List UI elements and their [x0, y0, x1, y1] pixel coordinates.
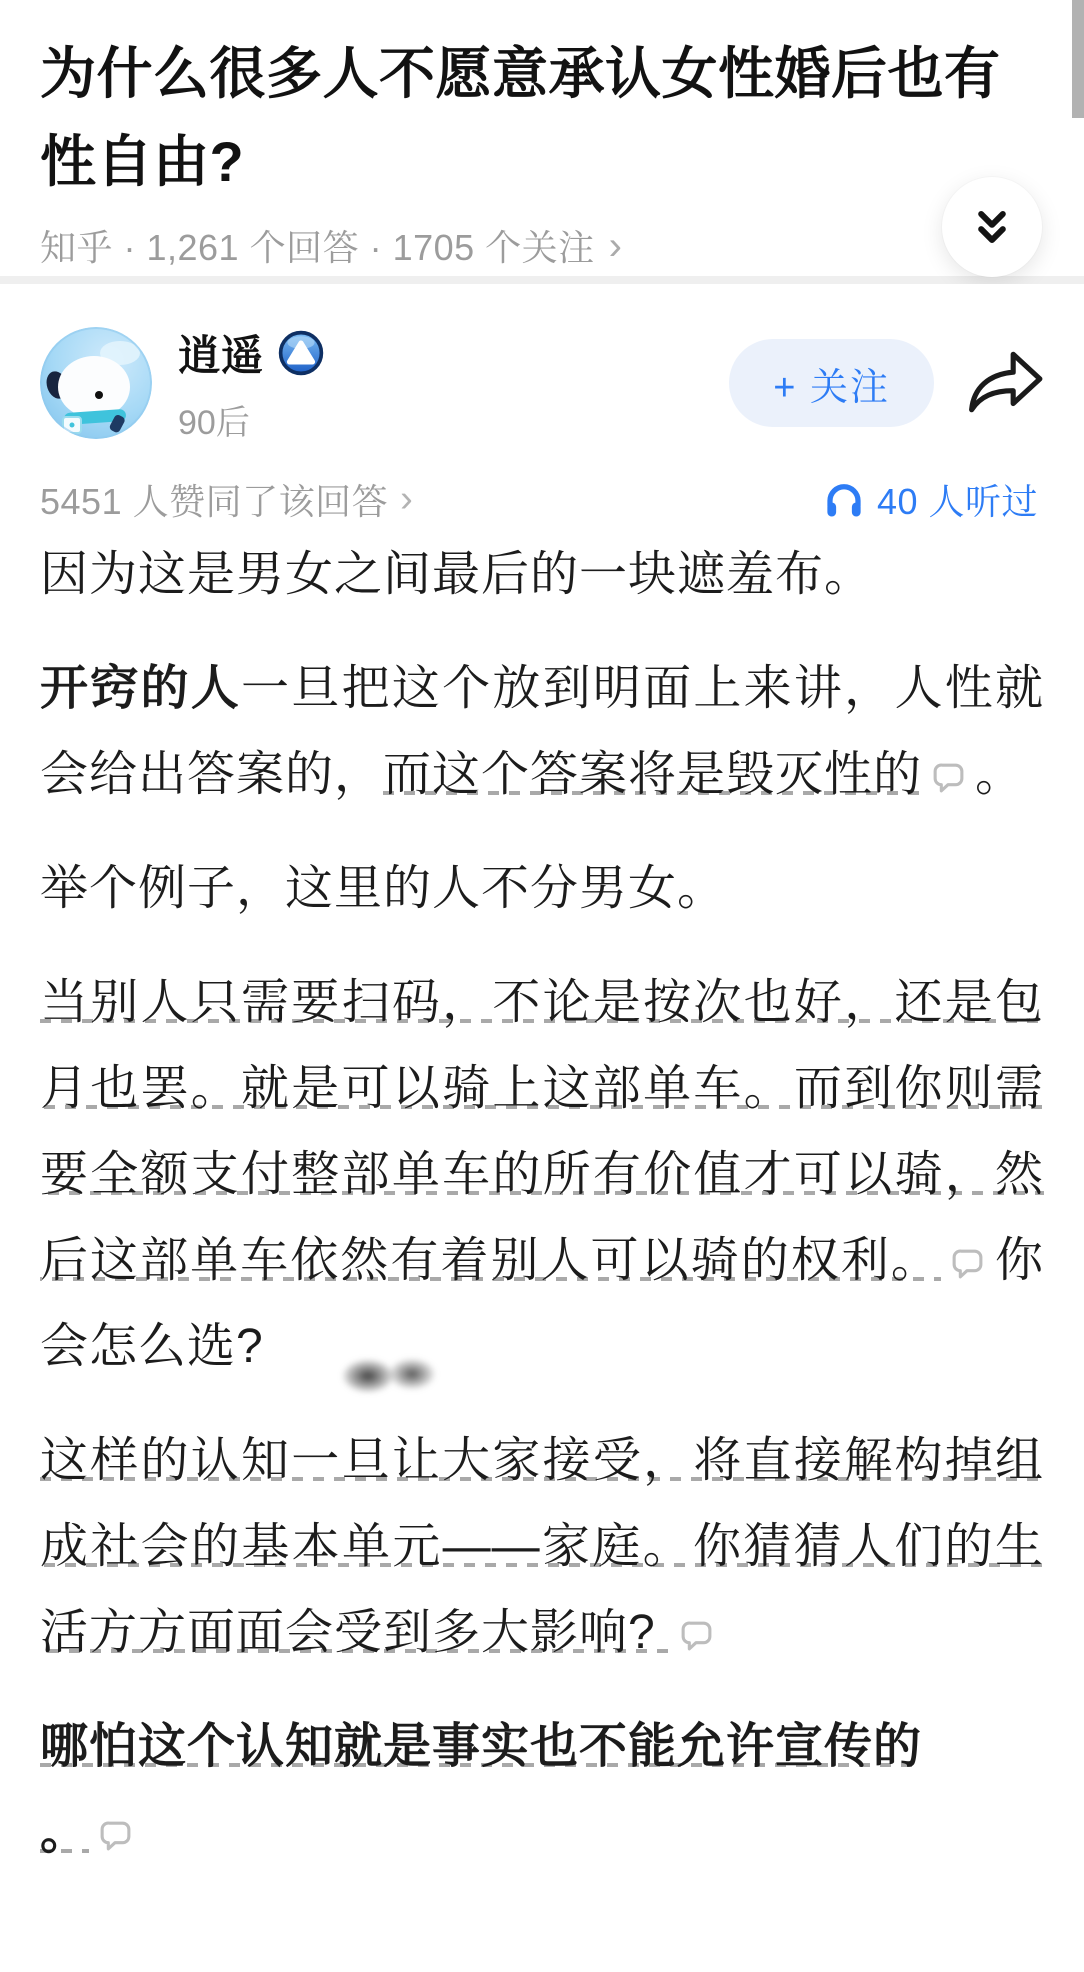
- answer-paragraph: [40, 1418, 1044, 1676]
- follow-button[interactable]: + 关注: [729, 339, 934, 427]
- upvote-row[interactable]: [40, 474, 413, 525]
- answer-card: [0, 284, 1084, 1876]
- text-segment: 因为这是男女之间最后的一块遮羞布。: [40, 548, 874, 601]
- chevron-right-icon: ›: [400, 477, 414, 520]
- share-arrow-icon: [967, 349, 1045, 417]
- zhihu-dog-avatar-icon: [40, 426, 152, 439]
- listen-button[interactable]: [817, 473, 1044, 526]
- answer-paragraph: [40, 1704, 1044, 1876]
- listen-text: 40 人听过: [876, 480, 1038, 522]
- question-card: [0, 0, 1084, 276]
- share-button[interactable]: [968, 345, 1044, 421]
- text-segment: 。: [975, 748, 1025, 801]
- scrollbar-thumb[interactable]: [1072, 0, 1084, 118]
- text-segment[interactable]: 这样的认知一旦让大家接受，将直接解构掉组成社会的基本单元——家庭。你猜猜人们的生活方方面面会受到多大影响?: [40, 1434, 1044, 1659]
- page-title: 为什么很多人不愿意承认女性婚后也有性自由?: [40, 42, 1001, 193]
- answer-meta-row: [40, 474, 1044, 524]
- text-segment[interactable]: 而这个答案将是毁灭性的: [383, 748, 923, 801]
- question-meta-row[interactable]: [40, 220, 1044, 271]
- answer-paragraph: [40, 846, 1044, 932]
- text-segment[interactable]: 当别人只需要扫码，不论是按次也好，还是包月也罢。就是可以骑上这部单车。而到你则需要全额支付整部单车的所有价值才可以骑，然后这部单车依然有着别人可以骑的权利。: [40, 976, 1044, 1287]
- double-chevron-down-icon: [966, 201, 1018, 253]
- collapse-button[interactable]: [942, 177, 1042, 277]
- text-segment[interactable]: 。: [40, 1806, 90, 1859]
- text-segment: 你会怎么选?: [40, 1234, 1044, 1373]
- section-divider: [0, 276, 1084, 284]
- paragraph-comment-icon[interactable]: [678, 1617, 715, 1654]
- question-meta-text: 知乎 · 1,261 个回答 · 1705 个关注: [40, 227, 595, 268]
- paragraph-comment-icon[interactable]: [949, 1245, 986, 1282]
- answer-paragraph: [40, 646, 1044, 818]
- blue-triangle-badge-icon: [278, 330, 324, 376]
- chevron-right-icon: ›: [608, 223, 623, 268]
- paragraph-comment-icon[interactable]: [930, 759, 967, 796]
- avatar[interactable]: [40, 327, 152, 439]
- upvote-text: 5451 人赞同了该回答: [40, 480, 389, 522]
- text-segment: 举个例子，这里的人不分男女。: [40, 862, 727, 915]
- paragraph-comment-icon[interactable]: [97, 1817, 134, 1854]
- author-info: [178, 323, 729, 444]
- author-row: [40, 326, 1044, 440]
- answer-body: [40, 532, 1044, 1876]
- answer-paragraph: [40, 960, 1044, 1390]
- author-tag: 90后: [178, 403, 250, 442]
- answer-paragraph: [40, 532, 1044, 618]
- text-segment: 开窍的人: [40, 662, 242, 715]
- text-segment: 一旦把这个放到明面上来讲，人性就会给出答案的，: [40, 662, 1044, 801]
- text-segment[interactable]: 哪怕这个认知就是事实也不能允许宣传的: [40, 1720, 923, 1773]
- headphones-icon: [823, 478, 877, 520]
- author-name[interactable]: 逍遥: [178, 331, 265, 379]
